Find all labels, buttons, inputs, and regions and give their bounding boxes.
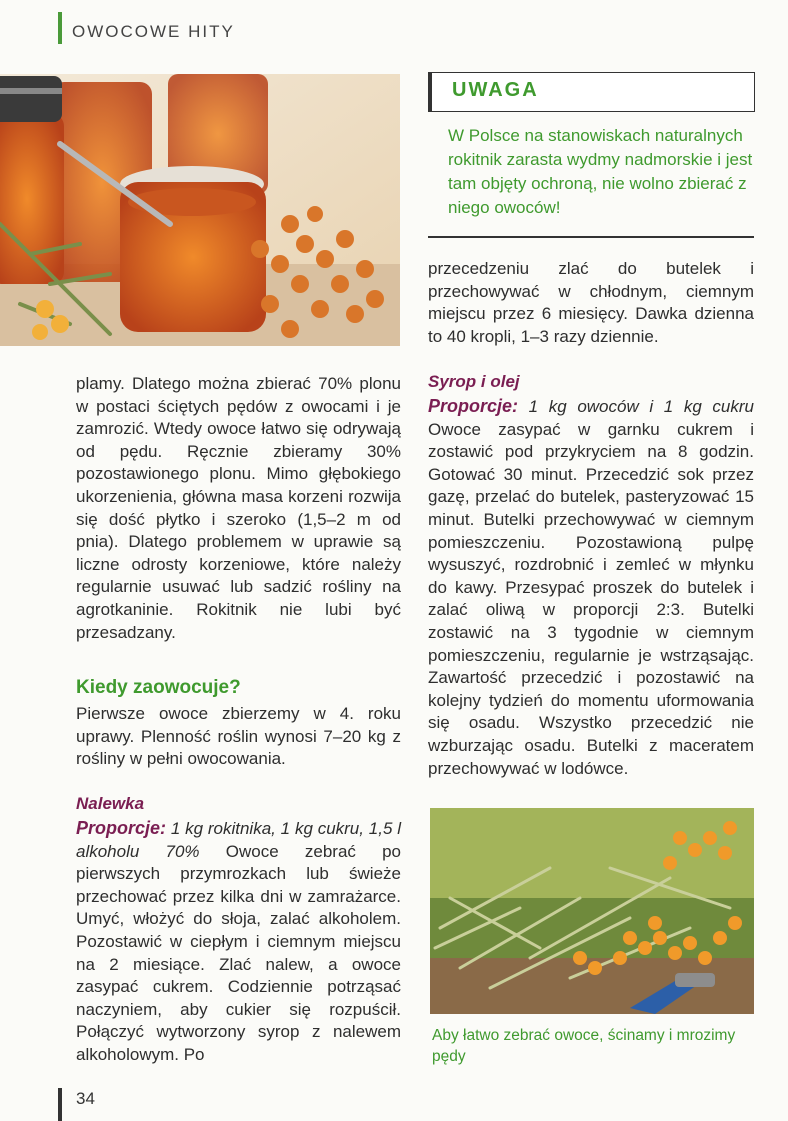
heading-fruiting: Kiedy zaowocuje? <box>76 677 241 698</box>
syrup-recipe <box>428 395 754 780</box>
photo-caption: Aby łatwo zebrać owoce, ścinamy i mrozimy pędy <box>432 1027 736 1065</box>
heading-syrup: Syrop i olej <box>428 372 520 391</box>
section-marker-bar <box>58 12 62 44</box>
liqueur-recipe <box>76 817 401 1067</box>
notice-divider <box>428 236 754 238</box>
notice-box <box>428 72 755 112</box>
liqueur-instructions: Owoce zebrać po pierwszych przymrozkach lub świeże przechować przez kilka dni w zamrażarce. Umyć, włożyć do słoja, zalać alkoholem. Pozostawić w ciepłym i ciemnym miejscu na 2 miesiące. Zlać nalew, a owoce zasypać cukrem. Codziennie potrząsać naczyniem, aby cukier się rozpuścił. Połączyć wytworzony syrop z nalewem alkoholowym. Po <box>76 841 402 1064</box>
syrup-proportions: 1 kg owoców i 1 kg cukru <box>528 397 754 416</box>
cut-branches-photo <box>430 808 754 1014</box>
heading-liqueur: Nalewka <box>76 794 145 813</box>
section-title: OWOCOWE HITY <box>72 22 235 41</box>
page-number-bar <box>58 1088 62 1121</box>
notice-title: UWAGA <box>452 79 539 101</box>
fruiting-paragraph: Pierwsze owoce zbierzemy w 4. roku uprawy. Plenność roślin wynosi 7–20 kg z rośliny w pełni owocowania. <box>76 704 401 769</box>
preserves-jars-photo <box>0 74 400 346</box>
syrup-proportions-label: Proporcje: <box>428 396 519 416</box>
notice-text: W Polsce na stanowiskach naturalnych rokitnik zarasta wydmy nadmorskie i jest tam objęty ochroną, nie wolno zbierać z niego owoców! <box>448 126 753 217</box>
storage-paragraph: przecedzeniu zlać do butelek i przechowywać w chłodnym, ciemnym miejscu przez 6 miesięcy. Dawka dzienna to 40 kropli, 1–3 razy dziennie. <box>428 259 754 346</box>
harvest-paragraph: plamy. Dlatego można zbierać 70% plonu w postaci ściętych pędów z owocami i je zamrozić. Wtedy owoce łatwo się odrywają od pędu. Ręcznie zbieramy 30% pozostawionego plonu. Mimo głębokiego ukorzenienia, główna masa korzeni rozwija się dość płytko i szeroko (1,5–2 m od pnia). Dlatego problemem w uprawie są liczne odrosty korzeniowe, które należy regularnie usuwać lub sadzić rośliny na agrotkaninie. Rokitnik nie lubi być przesadzany. <box>76 374 401 642</box>
page-number: 34 <box>76 1089 95 1108</box>
liqueur-proportions: 1 kg rokitnika, 1 kg cukru, 1,5 l alkoholu 70% <box>76 819 401 861</box>
liqueur-proportions-label: Proporcje: <box>76 818 167 838</box>
syrup-instructions: Owoce zasypać w garnku cukrem i zostawić pod przykryciem na 8 godzin. Gotować 30 minut. Przecedzić sok przez gazę, przelać do butelek, pasteryzować 15 minut. Butelki przechowywać w ciemnym pomieszczeniu. Pozostawioną pulpę wysuszyć, rozdrobnić i zemleć w młynku do kawy. Przesypać proszek do butelek i zalać oliwą w proporcji 2:3. Butelki zostawić na 3 tygodnie w ciemnym pomieszczeniu, regularnie je wstrząsając. Zawartość przecedzić i pozostawić na kolejny tydzień do momentu uformowania się osadu. Wszystko przecedzić nie wzburzając osadu. Butelki z maceratem przechowywać w lodówce. <box>428 419 754 778</box>
